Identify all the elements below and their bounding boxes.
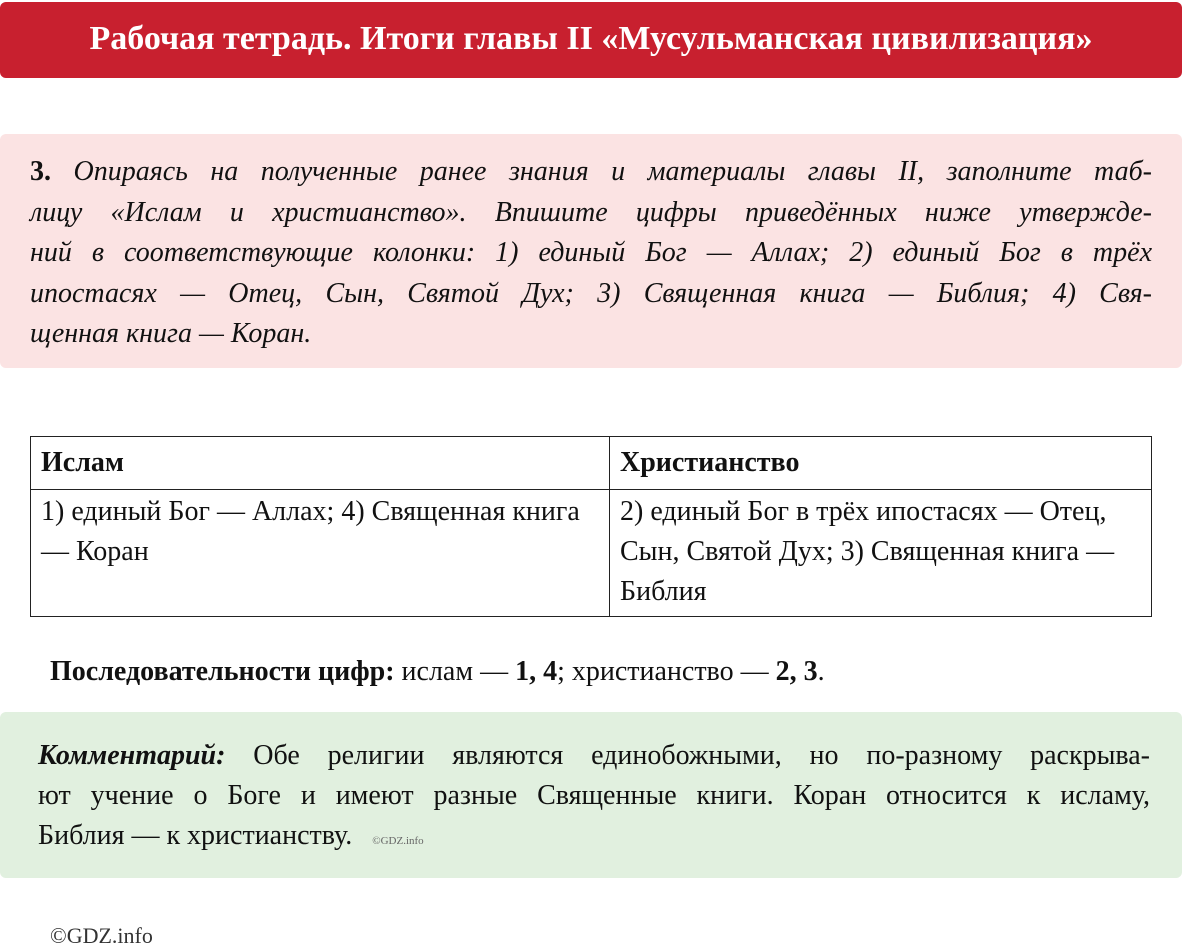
page-header [0,2,1182,78]
comment-line-text: Библия — к христианству. [38,820,353,851]
comment-line: ют учение о Боге и имеют разные Священные книги. Коран относится к исламу, [38,780,1150,811]
sequence-christianity-digits: 2, 3 [775,656,818,687]
inline-watermark: ©GDZ.info [372,835,424,847]
page-title: Рабочая тетрадь. Итоги главы II «Мусульманская цивилизация» [89,20,1093,57]
column-header-christianity: Христианство [610,437,1152,490]
sequence-end: . [817,656,825,687]
cell-christianity: 2) единый Бог в трёх ипостасях — Отец, Сын, Святой Дух; 3) Священная книга — Библия [610,490,1152,617]
sequence-islam-digits: 1, 4 [515,656,558,687]
cell-islam: 1) единый Бог — Аллах; 4) Священная книга — Коран [31,490,610,617]
task-line-text: Опираясь на полученные ранее знания и материалы главы II, заполните таб- [73,156,1153,187]
task-line: ний в соответствующие колонки: 1) единый Бог — Аллах; 2) единый Бог в трёх [30,237,1152,268]
comment-label: Комментарий: [38,740,226,771]
comment-line [38,816,1150,861]
comment-text [38,736,1150,861]
task-line: ипостасях — Отец, Сын, Святой Дух; 3) Священная книга — Библия; 4) Свя- [30,277,1152,309]
digit-sequence [50,652,825,692]
task-line: лицу «Ислам и христианство». Впишите цифры приведённых ниже утвержде- [30,196,1152,228]
comment-line [38,736,1150,776]
table-header-row [31,437,1152,490]
task-line [30,152,1152,193]
task-line: щенная книга — Коран. [30,318,312,349]
footer-watermark: ©GDZ.info [50,923,153,948]
task-text [30,152,1152,355]
sequence-label: Последовательности цифр: [50,656,395,687]
sequence-separator: ; [557,656,565,687]
sequence-islam-text: ислам — [401,656,509,687]
column-header-islam: Ислам [31,437,610,490]
comment-line-text: Обе религии являются единобожными, но по-разному раскрыва- [253,740,1151,771]
task-number: 3. [30,156,51,187]
table-row [31,490,1152,617]
sequence-christianity-text: христианство — [571,656,769,687]
answer-table [30,436,1152,617]
